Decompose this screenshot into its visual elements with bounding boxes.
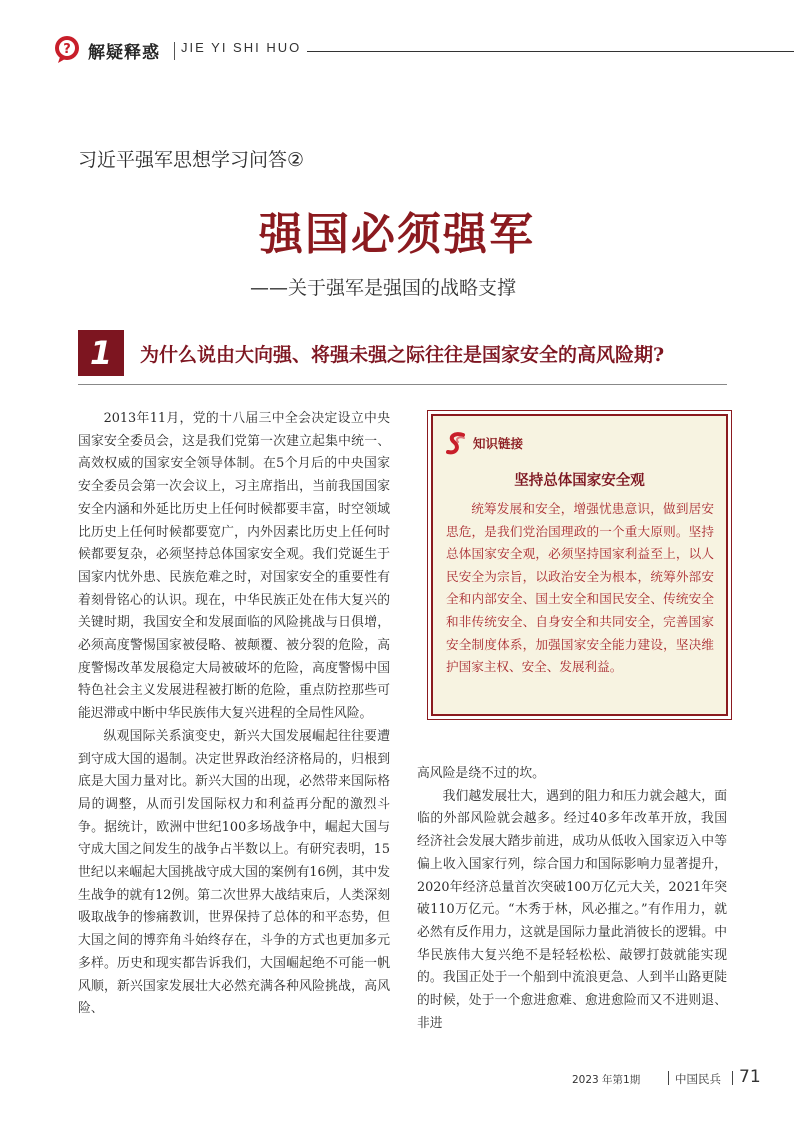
paragraph: 我们越发展壮大，遇到的阻力和压力就会越大，面临的外部风险就会越多。经过40多年改革开放，我国经济社会发展大踏步前进，成功从低收入国家迈入中等偏上收入国家行列，综合国力和国际影响力显著提升，2020年经济总量首次突破100万亿元大关，2021年突破110万亿元。“木秀于林，风必摧之。”有作用力，就必然有反作用力，这就是国际力量此消彼长的逻辑。中华民族伟大复兴绝不是轻轻松松、敲锣打鼓就能实现的。我国正处于一个船到中流浪更急、人到半山路更陡的时候，处于一个愈进愈难、愈进愈险而又不进则退、非进 <box>417 788 727 1031</box>
question-rule <box>78 384 727 385</box>
issue-label: 2023 年第1期 <box>572 1074 641 1086</box>
knowledge-link-box <box>431 414 728 716</box>
header-divider <box>174 42 175 60</box>
footer-divider <box>732 1071 733 1085</box>
knowledge-link-body: 统筹发展和安全，增强忧患意识，做到居安思危，是我们党治国理政的一个重大原则。坚持总体国家安全观，必须坚持国家利益至上，以人民安全为宗旨，以政治安全为根本，统筹外部安全和内部安全、国土安全和国民安全、传统安全和非传统安全、自身安全和共同安全，完善国家安全制度体系，加强国家安全能力建设，坚决维护国家主权、安全、发展利益。 <box>446 501 714 675</box>
magazine-name: 中国民兵 <box>675 1072 721 1086</box>
header-rule <box>307 51 794 52</box>
paragraph: 纵观国际关系演变史，新兴大国发展崛起往往要遭到守成大国的遏制。决定世界政治经济格局的，归根到底是大国力量对比。新兴大国的出现，必然带来国际格局的调整，从而引发国际权力和利益再分配的激烈斗争。据统计，欧洲中世纪100多场战争中，崛起大国与守成大国之间发生的战争占半数以上。有研究表明，15世纪以来崛起大国挑战守成大国的案例有16例，其中发生战争的就有12例。第二次世界大战结束后，人类深刻吸取战争的惨痛教训，世界保持了总体的和平态势，但大国之间的博弈角斗始终存在，斗争的方式也更加多元多样。历史和现实都告诉我们，大国崛起绝不可能一帆风顺，新兴国家发展壮大必然充满各种风险挑战，高风险、 <box>78 728 390 1017</box>
section-pinyin: JIE YI SHI HUO <box>181 40 302 55</box>
svg-text:?: ? <box>63 42 71 57</box>
paragraph: 2013年11月，党的十八届三中全会决定设立中央国家安全委员会，这是我们党第一次建立起集中统一、高效权威的国家安全领导体制。在5个月后的中央国家安全委员会第一次会议上，习主席指出，当前我国国家安全内涵和外延比历史上任何时候都要丰富，时空领域比历史上任何时候都要宽广，内外因素比历史上任何时候都要复杂，必须坚持总体国家安全观。我们党诞生于国家内忧外患、民族危难之时，对国家安全的重要性有着刻骨铭心的认识。现在，中华民族正处在伟大复兴的关键时期，我国安全和发展面临的风险挑战与日俱增，必须高度警惕国家被侵略、被颠覆、被分裂的危险，高度警惕改革发展稳定大局被破坏的危险，高度警惕中国特色社会主义发展进程被打断的危险，重点防控那些可能迟滞或中断中华民族伟大复兴进程的全局性风险。 <box>78 411 390 722</box>
body-column-right <box>417 763 727 1035</box>
page-number: 71 <box>739 1067 761 1087</box>
question-speech-bubble-icon <box>52 34 82 64</box>
article-title: 强国必须强军 <box>259 209 535 260</box>
knowledge-link-title: 坚持总体国家安全观 <box>514 473 645 489</box>
section-title: 解疑释惑 <box>88 43 160 63</box>
body-column-left <box>78 408 390 1021</box>
knowledge-link-label: 知识链接 <box>473 436 524 451</box>
paragraph: 高风险是绕不过的坎。 <box>417 766 545 781</box>
article-subtitle: ——关于强军是强国的战略支撑 <box>250 277 517 299</box>
footer-divider <box>668 1071 669 1085</box>
question-number: 1 <box>78 330 124 376</box>
section-header <box>52 34 742 68</box>
knowledge-link-icon <box>443 430 471 458</box>
question-text: 为什么说由大向强、将强未强之际往往是国家安全的高风险期? <box>140 344 665 366</box>
series-title: 习近平强军思想学习问答② <box>78 149 305 171</box>
